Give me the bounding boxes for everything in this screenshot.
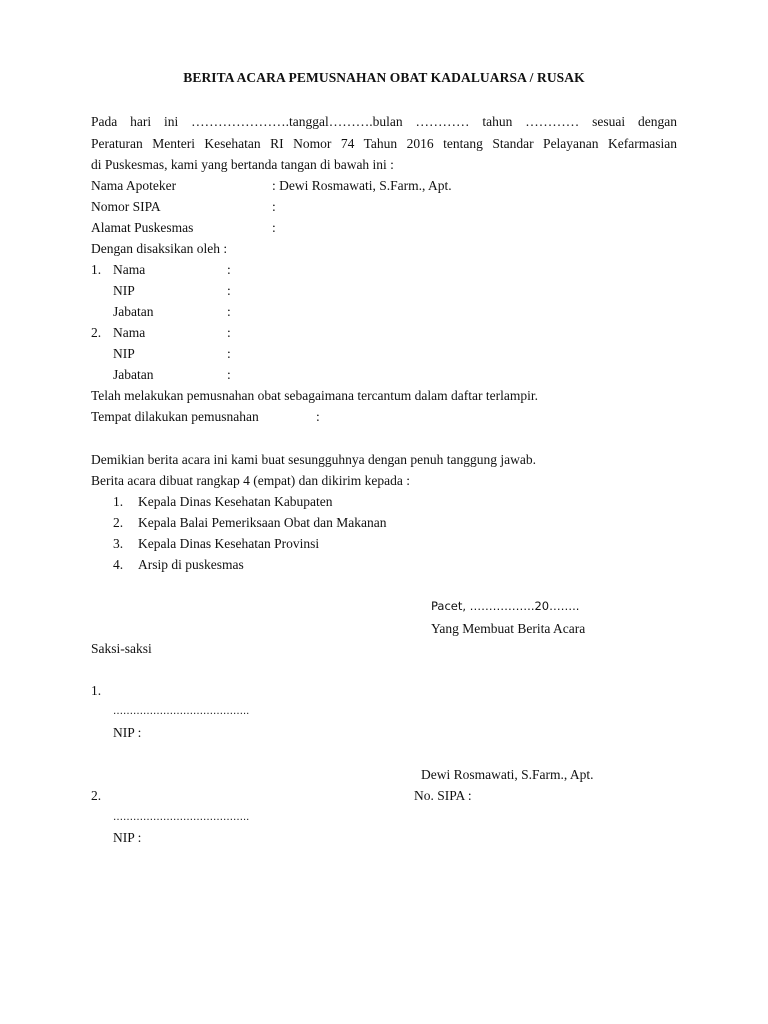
signature-1-dots: ………………………………….. (113, 706, 250, 717)
distribution-number: 4. (113, 557, 124, 572)
signature-2-dots: ………………………………….. (113, 812, 250, 823)
saksi-1-nama-label: Nama (113, 262, 146, 277)
telah-melakukan-line: Telah melakukan pemusnahan obat sebagaimana tercantum dalam daftar terlampir. (91, 388, 538, 403)
rangkap-line: Berita acara dibuat rangkap 4 (empat) dan dikirim kepada : (91, 473, 410, 488)
alamat-puskesmas-value: : (272, 220, 276, 235)
saksi-2-nama-colon: : (227, 325, 231, 340)
signer-sipa: No. SIPA : (414, 788, 472, 803)
nomor-sipa-label: Nomor SIPA (91, 199, 161, 214)
saksi-1-jabatan-colon: : (227, 304, 231, 319)
distribution-number: 2. (113, 515, 124, 530)
distribution-item: Kepala Balai Pemeriksaan Obat dan Makanan (138, 515, 387, 530)
nomor-sipa-value: : (272, 199, 276, 214)
saksi-2-nip-colon: : (227, 346, 231, 361)
signer-name: Dewi Rosmawati, S.Farm., Apt. (421, 767, 594, 782)
distribution-number: 1. (113, 494, 124, 509)
distribution-item: Kepala Dinas Kesehatan Kabupaten (138, 494, 333, 509)
demikian-line: Demikian berita acara ini kami buat sesungguhnya dengan penuh tanggung jawab. (91, 452, 536, 467)
saksi-2-jabatan-colon: : (227, 367, 231, 382)
intro-line-3: di Puskesmas, kami yang bertanda tangan di bawah ini : (91, 157, 394, 172)
saksi-saksi-heading: Saksi-saksi (91, 641, 152, 656)
saksi-1-nama-colon: : (227, 262, 231, 277)
nama-apoteker-value: : Dewi Rosmawati, S.Farm., Apt. (272, 178, 452, 193)
saksi-1-nip-colon: : (227, 283, 231, 298)
saksi-1-number: 1. (91, 262, 102, 277)
distribution-item: Kepala Dinas Kesehatan Provinsi (138, 536, 320, 551)
signature-2-number: 2. (91, 788, 102, 803)
alamat-puskesmas-label: Alamat Puskesmas (91, 220, 194, 235)
tempat-label: Tempat dilakukan pemusnahan (91, 409, 259, 424)
disaksikan-line: Dengan disaksikan oleh : (91, 241, 228, 256)
document-title: BERITA ACARA PEMUSNAHAN OBAT KADALUARSA / RUSAK (183, 70, 585, 85)
distribution-number: 3. (113, 536, 124, 551)
intro-line-1: Pada hari ini ………………….tanggal……….bulan ………… tahun ………… sesuai dengan (91, 114, 677, 129)
saksi-2-nama-label: Nama (113, 325, 146, 340)
distribution-item: Arsip di puskesmas (138, 557, 244, 572)
saksi-1-nip-label: NIP (113, 283, 135, 298)
place-date-line: Pacet, ……………..20…….. (431, 599, 580, 613)
signature-1-number: 1. (91, 683, 102, 698)
saksi-2-number: 2. (91, 325, 102, 340)
tempat-colon: : (316, 409, 320, 424)
intro-line-2: Peraturan Menteri Kesehatan RI Nomor 74 Tahun 2016 tentang Standar Pelayanan Kefarmasian (91, 136, 677, 151)
saksi-2-nip-label: NIP (113, 346, 135, 361)
signature-1-nip: NIP : (113, 725, 142, 740)
signature-2-nip: NIP : (113, 830, 142, 845)
nama-apoteker-label: Nama Apoteker (91, 178, 177, 193)
saksi-2-jabatan-label: Jabatan (113, 367, 154, 382)
saksi-1-jabatan-label: Jabatan (113, 304, 154, 319)
yang-membuat-label: Yang Membuat Berita Acara (431, 621, 586, 636)
